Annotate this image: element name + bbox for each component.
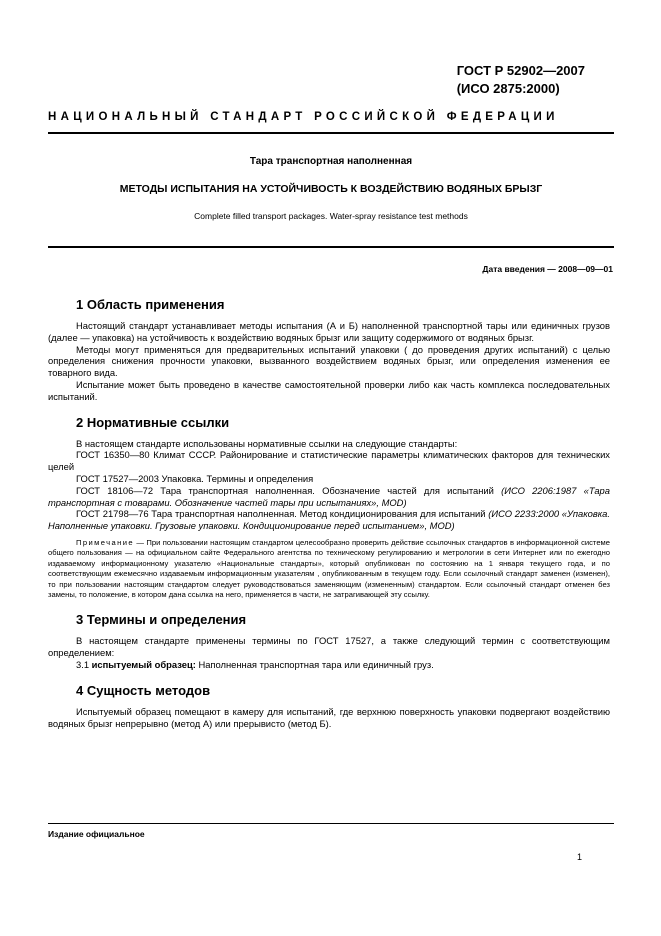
english-title: Complete filled transport packages. Water-spray resistance test methods <box>194 211 468 221</box>
reference-item: ГОСТ 16350—80 Климат СССР. Районирование и статистические параметры климатических факторов для технических целей <box>48 449 610 473</box>
iso-code: (ИСО 2875:2000) <box>456 81 560 96</box>
paragraph: Испытуемый образец помещают в камеру для испытаний, где верхнюю поверхность упаковки подвергают воздействию водяных брызг непрерывно (метод А) или прерывисто (метод Б). <box>48 705 610 729</box>
section-1-heading: 1 Область применения <box>76 297 225 312</box>
document-body <box>48 296 610 729</box>
national-standard-banner: НАЦИОНАЛЬНЫЙ СТАНДАРТ РОССИЙСКОЙ ФЕДЕРАЦИИ <box>48 111 559 123</box>
reference-text: ГОСТ 21798—76 Тара транспортная наполненная. Метод кондиционирования для испытаний <box>76 508 486 520</box>
page-number: 1 <box>576 852 582 862</box>
header-rule <box>48 132 614 134</box>
note <box>48 538 610 600</box>
document-subtitle: Тара транспортная наполненная <box>249 156 413 167</box>
term-number: 3.1 <box>76 658 90 670</box>
reference-text: ГОСТ 18106—72 Тара транспортная наполненная. Обозначение частей для испытаний <box>76 484 494 496</box>
term: испытуемый образец: <box>91 658 196 670</box>
title-rule <box>48 246 614 248</box>
paragraph: В настоящем стандарте использованы нормативные ссылки на следующие стандарты: <box>76 437 458 449</box>
section-2-heading: 2 Нормативные ссылки <box>76 414 230 430</box>
paragraph: Настоящий стандарт устанавливает методы испытания (А и Б) наполненной транспортной тары или единичных грузов (далее — упаковка) на устойчивость к воздействию водяных брызг или защиту содержимого от водяных брызг. <box>48 320 610 343</box>
note-label: Примечание <box>76 537 134 547</box>
reference-item: ГОСТ 17527—2003 Упаковка. Термины и определения <box>76 472 314 484</box>
official-edition: Издание официальное <box>48 829 145 839</box>
section-4-heading: 4 Сущность методов <box>76 682 211 698</box>
footer-rule <box>48 823 614 824</box>
reference-item <box>48 485 610 509</box>
term-definition <box>48 659 610 671</box>
reference-iso: (ИСО 2206:1987 «Тара транспортная с товарами. Обозначение частей тары при испытаниях», MOD) <box>48 484 610 508</box>
reference-item <box>48 508 610 532</box>
paragraph: Методы могут применяться для предварительных испытаний упаковки ( до проведения других испытаний) с целью определения снижения прочности упаковки, вызванного воздействием водяных брызг, или определения изменения ее товарного вида. <box>48 343 610 379</box>
effective-date: Дата введения — 2008—09—01 <box>482 264 613 274</box>
term-text: Наполненная транспортная тара или единичный груз. <box>198 658 434 670</box>
document-title: МЕТОДЫ ИСПЫТАНИЯ НА УСТОЙЧИВОСТЬ К ВОЗДЕЙСТВИЮ ВОДЯНЫХ БРЫЗГ <box>119 183 543 195</box>
paragraph: Испытание может быть проведено в качестве самостоятельной проверки либо как часть комплекса последовательных испытаний. <box>48 378 610 402</box>
note-text: — При пользовании настоящим стандартом целесообразно проверить действие ссылочных стандартов в информационной системе общего пользования — на официальном сайте Федерального агентства по техническому регулированию и метрологии в сети Интернет или по ежегодно издаваемому информационному указателю «Национальные стандарты», который опубликован по состоянию на 1 января текущего года, и по соответствующим ежемесячно издаваемым информационным указателям , опубликованным в текущем году. Если ссылочный стандарт заменен (изменен), то при пользовании настоящим стандартом следует руководствоваться заменяющим (измененным) стандартом. Если ссылочный стандарт отменен без замены, то положение, в котором дана ссылка на него, применяется в части, не затрагивающей эту ссылку. <box>48 537 610 599</box>
reference-iso: (ИСО 2233:2000 «Упаковка. Наполненные упаковки. Грузовые упаковки. Кондиционирование перед испытанием», MOD) <box>48 508 610 532</box>
gost-code: ГОСТ Р 52902—2007 <box>456 63 585 78</box>
standard-code-block <box>457 62 585 98</box>
paragraph: В настоящем стандарте применены термины по ГОСТ 17527, а также следующий термин с соответствующим определением: <box>48 635 610 659</box>
section-3-heading: 3 Термины и определения <box>76 612 247 628</box>
